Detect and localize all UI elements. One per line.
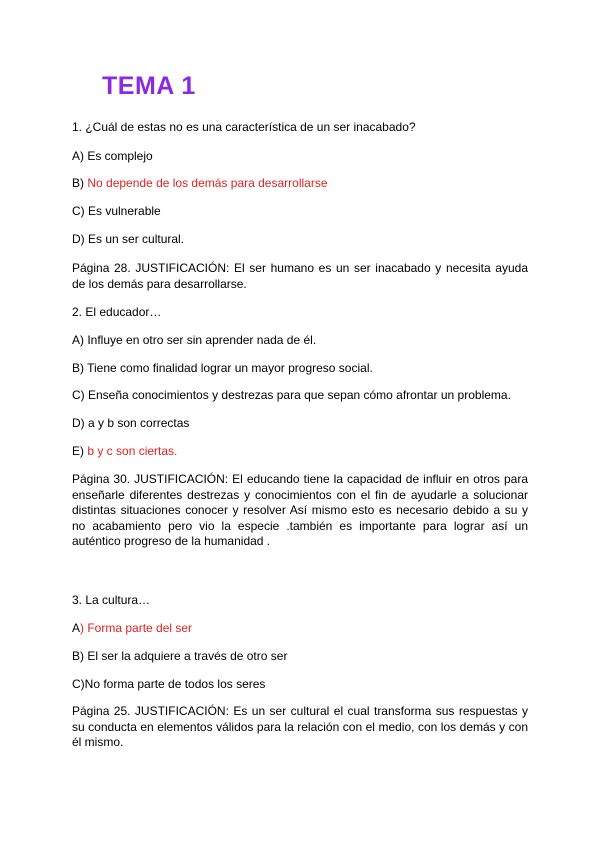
q3-option-c: C)No forma parte de todos los seres	[72, 677, 266, 691]
q1-justification: Página 28. JUSTIFICACIÓN: El ser humano es un ser inacabado y necesita ayuda de los demás para desarrollarse.	[72, 261, 528, 291]
page-title: TEMA 1	[102, 72, 196, 100]
q3-justification: Página 25. JUSTIFICACIÓN: Es un ser cultural el cual transforma sus respuestas y su conducta en elementos válidos para la relación con el medio, con los demás y con él mismo.	[72, 704, 528, 749]
q1-option-d: D) Es un ser cultural.	[72, 232, 185, 246]
q3-option-a	[72, 621, 528, 636]
question-2: 2. El educador…	[72, 305, 162, 319]
q2-option-e-letter: E)	[72, 444, 88, 458]
q1-correct-answer: No depende de los demás para desarrollarse	[87, 176, 328, 190]
q3-option-b: B) El ser la adquiere a través de otro ser	[72, 649, 288, 663]
q1-option-a: A) Es complejo	[72, 149, 153, 163]
q1-option-c: C) Es vulnerable	[72, 204, 161, 218]
q2-option-c: C) Enseña conocimientos y destrezas para que sepan cómo afrontar un problema.	[72, 388, 511, 402]
q1-option-b	[72, 176, 528, 191]
q2-justification: Página 30. JUSTIFICACIÓN: El educando tiene la capacidad de influir en otros para enseñarle diferentes destrezas y conocimientos con el fin de ayudarle a solucionar distintas situaciones conocer y resolver Así mismo esto es necesario debido a su y no acabamiento pero vio la especie .también es importante para lograr así un auténtico progreso de la humanidad .	[72, 472, 528, 548]
q1-option-b-letter: B)	[72, 176, 88, 190]
q3-option-a-letter: A	[72, 621, 81, 635]
q2-correct-answer: b y c son ciertas.	[87, 444, 178, 458]
q2-option-d: D) a y b son correctas	[72, 416, 190, 430]
question-1: 1. ¿Cuál de estas no es una característica de un ser inacabado?	[72, 120, 416, 134]
q2-option-a: A) Influye en otro ser sin aprender nada de él.	[72, 333, 317, 347]
q2-option-b: B) Tiene como finalidad lograr un mayor progreso social.	[72, 361, 373, 375]
q2-option-e	[72, 444, 528, 459]
question-3: 3. La cultura…	[72, 593, 151, 607]
q3-correct-answer: ) Forma parte del ser	[80, 621, 193, 635]
